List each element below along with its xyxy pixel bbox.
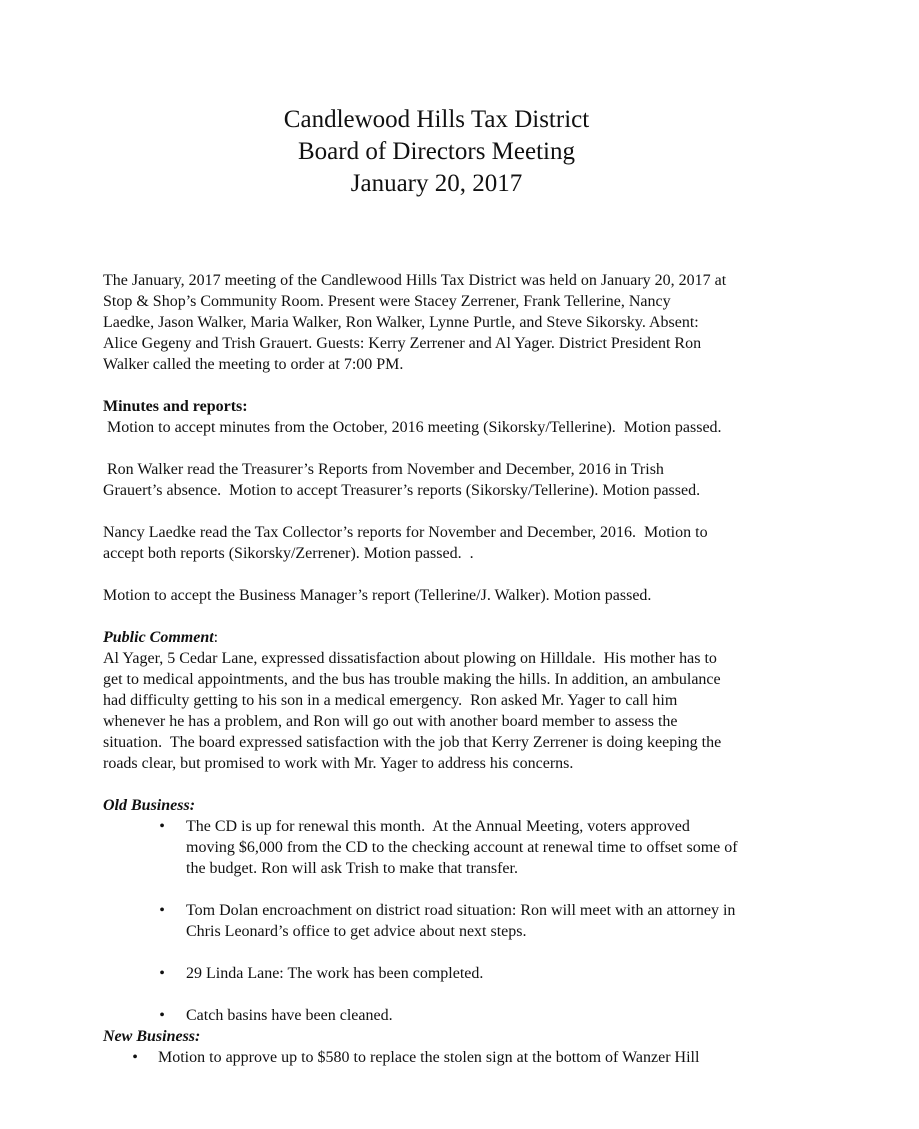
minutes-paragraph xyxy=(103,417,833,438)
old-business-heading: Old Business: xyxy=(103,797,196,814)
list-item-line: the budget. Ron will ask Trish to make that transfer. xyxy=(186,860,518,877)
list-item-line: Motion to approve up to $580 to replace the stolen sign at the bottom of Wanzer Hill xyxy=(158,1049,700,1066)
title-date: January 20, 2017 xyxy=(350,170,523,197)
list-item-line: moving $6,000 from the CD to the checking account at renewal time to offset some of xyxy=(186,839,738,856)
treasurer-line: Ron Walker read the Treasurer’s Reports from November and December, 2016 in Trish xyxy=(103,461,664,478)
list-item xyxy=(103,1005,833,1026)
intro-line: Alice Gegeny and Trish Grauert. Guests: Kerry Zerrener and Al Yager. District President Ron xyxy=(103,335,702,352)
document-body xyxy=(103,270,833,1068)
title-district: Candlewood Hills Tax District xyxy=(283,106,590,133)
minutes-line: Motion to accept minutes from the October, 2016 meeting (Sikorsky/Tellerine). Motion passed. xyxy=(103,419,722,436)
treasurer-line: Grauert’s absence. Motion to accept Treasurer’s reports (Sikorsky/Tellerine). Motion passed. xyxy=(103,482,701,499)
public-comment-line: situation. The board expressed satisfaction with the job that Kerry Zerrener is doing keeping the xyxy=(103,734,722,751)
public-comment-heading-colon: : xyxy=(213,629,219,646)
new-business-list xyxy=(103,1047,833,1068)
public-comment-heading xyxy=(103,627,833,648)
public-comment-line: whenever he has a problem, and Ron will go out with another board member to assess the xyxy=(103,713,678,730)
tax-collector-line: accept both reports (Sikorsky/Zerrener). Motion passed. . xyxy=(103,545,474,562)
list-item-line: Catch basins have been cleaned. xyxy=(186,1007,393,1024)
intro-line: Walker called the meeting to order at 7:00 PM. xyxy=(103,356,404,373)
list-item xyxy=(103,963,833,984)
tax-collector-line: Nancy Laedke read the Tax Collector’s reports for November and December, 2016. Motion to xyxy=(103,524,708,541)
list-item xyxy=(103,900,833,942)
new-business-heading: New Business: xyxy=(103,1028,201,1045)
minutes-heading: Minutes and reports: xyxy=(103,398,248,415)
title-meeting: Board of Directors Meeting xyxy=(297,138,575,165)
intro-line: Stop & Shop’s Community Room. Present were Stacey Zerrener, Frank Tellerine, Nancy xyxy=(103,293,671,310)
list-item xyxy=(103,1047,833,1068)
public-comment-line: get to medical appointments, and the bus has trouble making the hills. In addition, an ambulance xyxy=(103,671,721,688)
bullet-icon: • xyxy=(159,1007,165,1024)
list-item-line: The CD is up for renewal this month. At the Annual Meeting, voters approved xyxy=(186,818,690,835)
bullet-icon: • xyxy=(159,818,165,835)
treasurer-paragraph xyxy=(103,459,833,501)
public-comment-paragraph xyxy=(103,648,833,774)
intro-paragraph xyxy=(103,270,833,375)
tax-collector-paragraph xyxy=(103,522,833,564)
business-manager-paragraph xyxy=(103,585,833,606)
list-item-line: Tom Dolan encroachment on district road situation: Ron will meet with an attorney in xyxy=(186,902,736,919)
list-item-line: Chris Leonard’s office to get advice about next steps. xyxy=(186,923,527,940)
public-comment-line: had difficulty getting to his son in a medical emergency. Ron asked Mr. Yager to call him xyxy=(103,692,678,709)
public-comment-line: Al Yager, 5 Cedar Lane, expressed dissatisfaction about plowing on Hilldale. His mother has to xyxy=(103,650,717,667)
intro-line: Laedke, Jason Walker, Maria Walker, Ron Walker, Lynne Purtle, and Steve Sikorsky. Absent: xyxy=(103,314,699,331)
business-manager-line: Motion to accept the Business Manager’s report (Tellerine/J. Walker). Motion passed. xyxy=(103,587,652,604)
intro-line: The January, 2017 meeting of the Candlewood Hills Tax District was held on January 20, 2017 at xyxy=(103,272,727,289)
public-comment-heading-text: Public Comment xyxy=(103,629,214,646)
old-business-list xyxy=(103,816,833,1026)
bullet-icon: • xyxy=(159,965,165,982)
public-comment-line: roads clear, but promised to work with Mr. Yager to address his concerns. xyxy=(103,755,574,772)
list-item xyxy=(103,816,833,879)
bullet-icon: • xyxy=(159,902,165,919)
bullet-icon: • xyxy=(132,1049,138,1066)
document-title xyxy=(0,104,873,200)
list-item-line: 29 Linda Lane: The work has been completed. xyxy=(186,965,484,982)
